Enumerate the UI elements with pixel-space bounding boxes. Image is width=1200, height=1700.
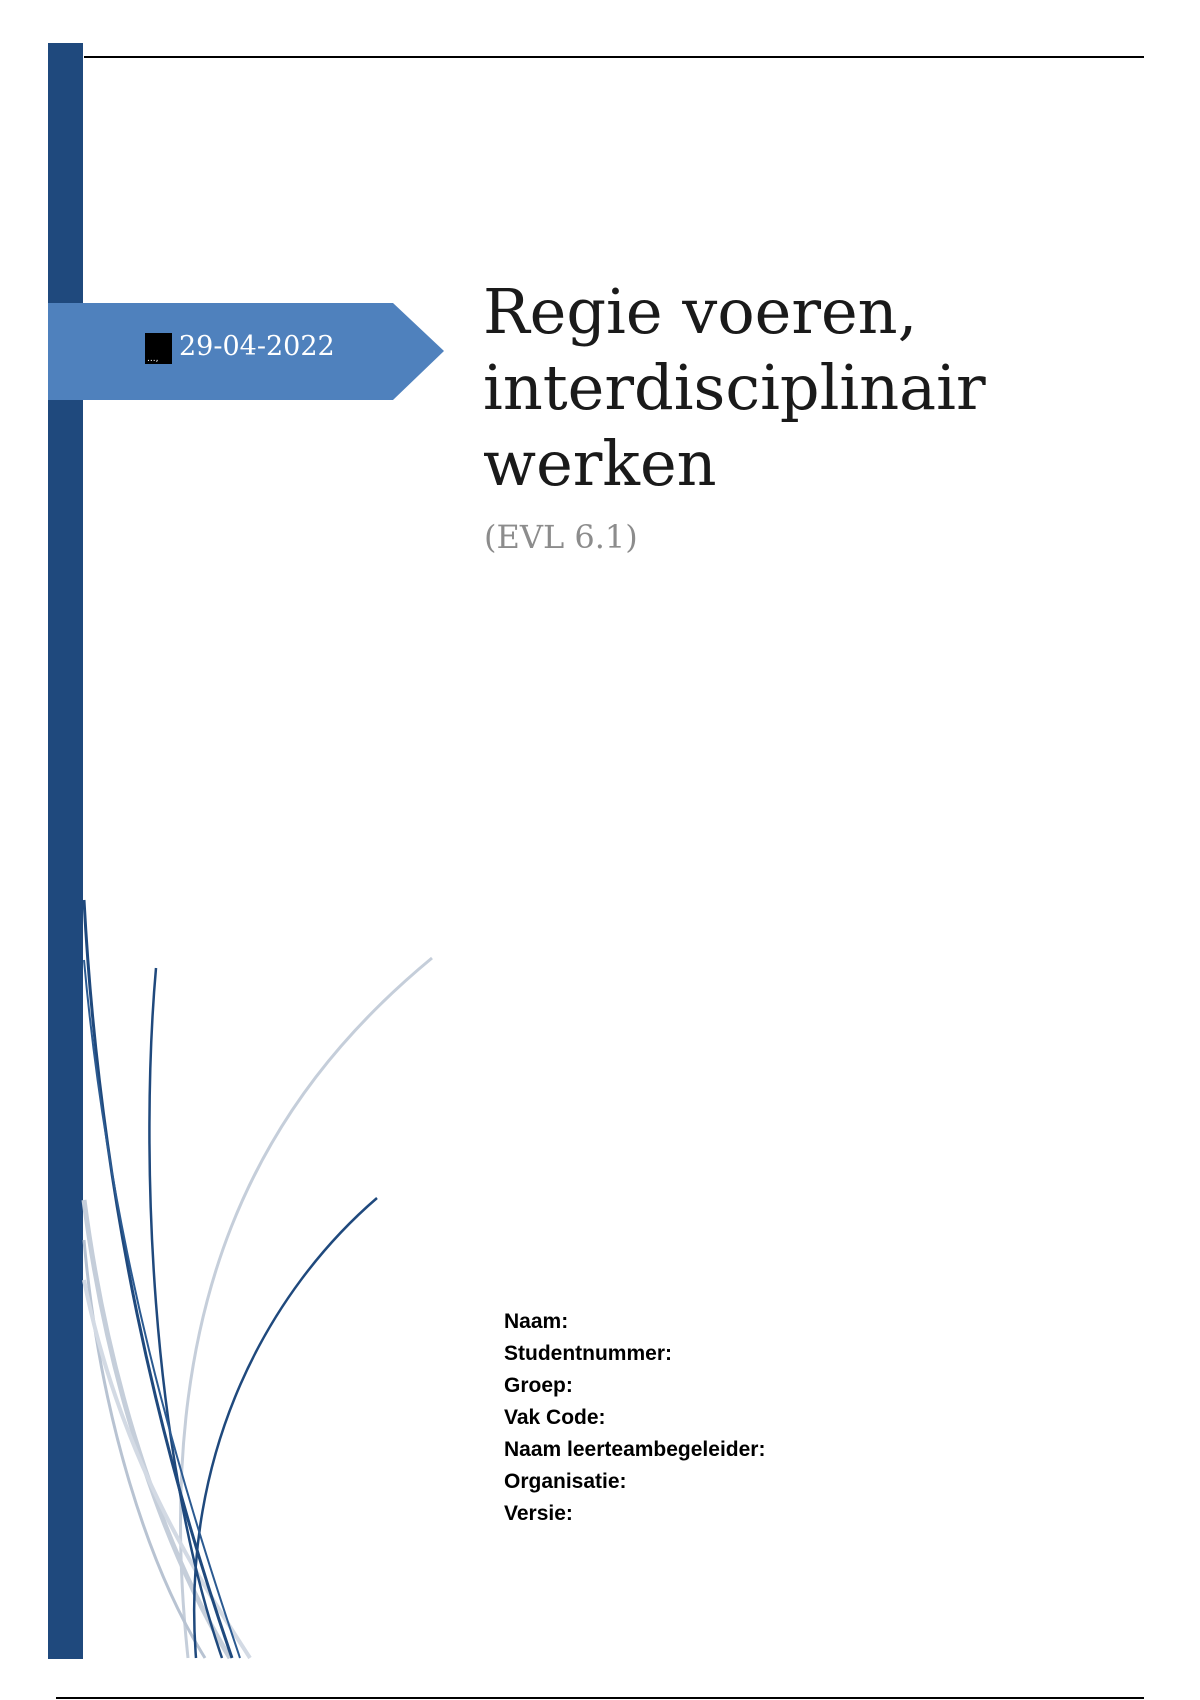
document-subtitle: (EVL 6.1) — [484, 518, 638, 556]
cover-date: 29-04-2022 — [179, 331, 335, 362]
swoosh-light-3 — [84, 1240, 205, 1658]
swoosh-light-2 — [84, 1200, 230, 1658]
sidebar-stripe — [48, 43, 83, 1659]
swoosh-light-1 — [180, 958, 432, 1658]
swoosh-dark-1 — [84, 900, 232, 1658]
info-field-versie: Versie: — [504, 1502, 573, 1525]
info-field-leerteambegeleider: Naam leerteambegeleider: — [504, 1438, 766, 1461]
swoosh-dark-3 — [194, 1198, 377, 1658]
info-field-groep: Groep: — [504, 1374, 573, 1397]
info-field-vak-code: Vak Code: — [504, 1406, 606, 1429]
footer-rule — [56, 1697, 1144, 1699]
swoosh-dark-4 — [84, 960, 240, 1658]
document-title: Regie voeren, interdisciplinair werken — [483, 275, 986, 500]
calendar-icon — [145, 333, 172, 364]
student-info-block — [504, 1306, 765, 1530]
header-rule — [84, 56, 1144, 58]
info-field-studentnummer: Studentnummer: — [504, 1342, 672, 1365]
swoosh-dark-2 — [149, 968, 222, 1658]
swoosh-light-4 — [84, 1280, 250, 1658]
info-field-organisatie: Organisatie: — [504, 1470, 627, 1493]
info-field-naam: Naam: — [504, 1310, 569, 1333]
